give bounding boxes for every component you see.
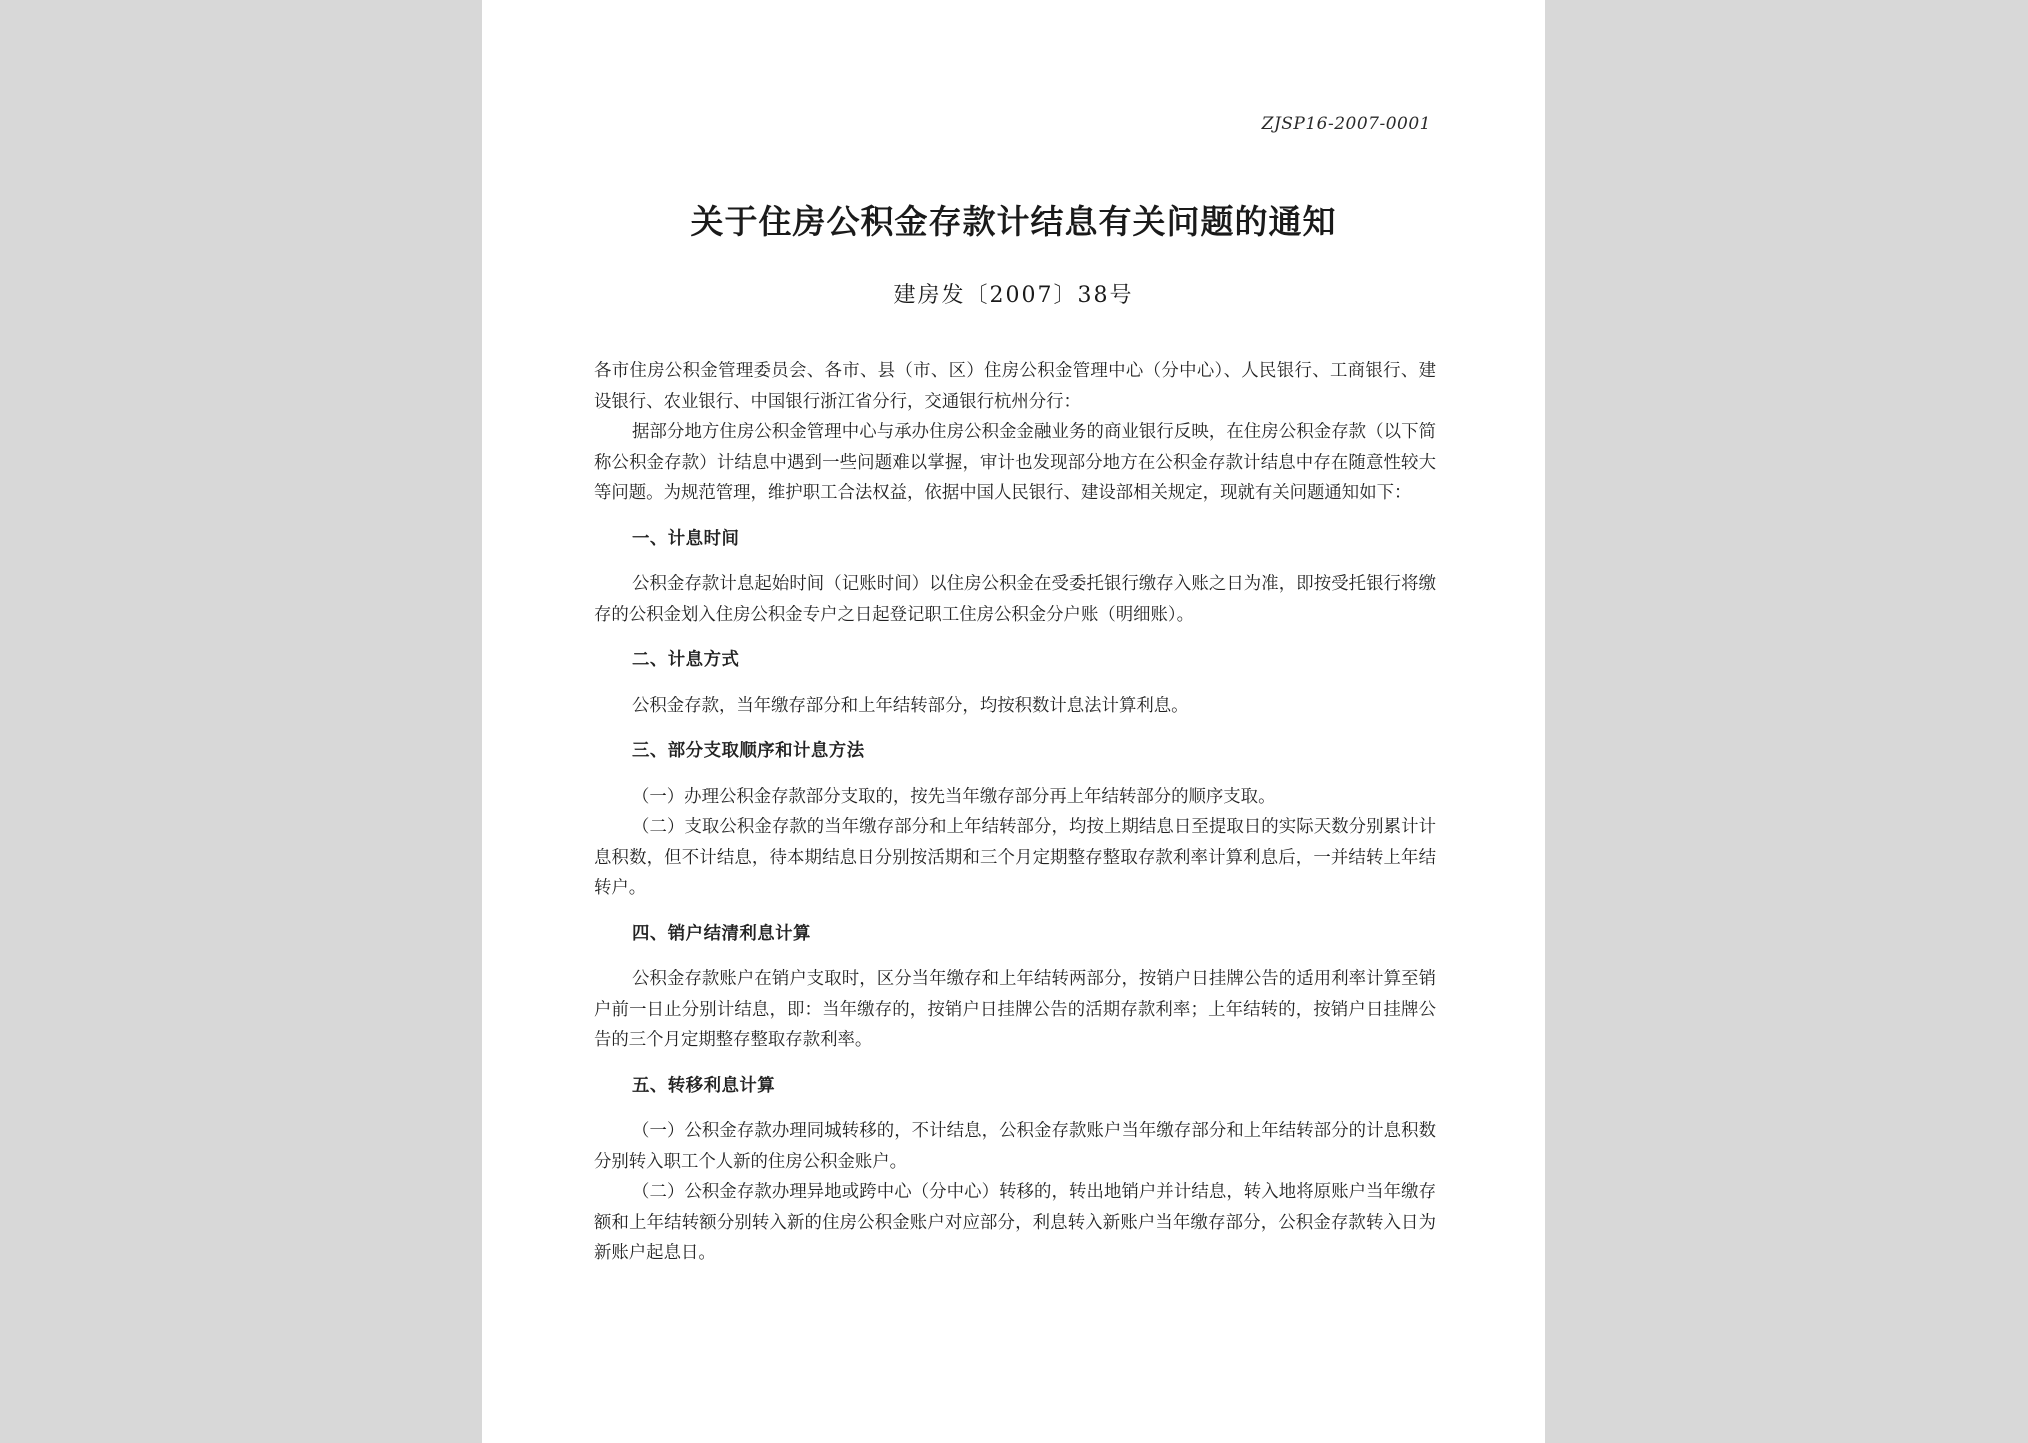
document-page xyxy=(482,0,1545,1443)
section-heading-1: 一、计息时间 xyxy=(632,528,740,549)
section-heading-2: 二、计息方式 xyxy=(632,650,740,670)
document-number: 建房发〔2007〕38号 xyxy=(893,283,1134,308)
intro-paragraph: 据部分地方住房公积金管理中心与承办住房公积金金融业务的商业银行反映，在住房公积金存款（以下简称公积金存款）计结息中遇到一些问题难以掌握，审计也发现部分地方在公积金存款计结息中存在随意性较大等问题。为规范管理，维护职工合法权益，依据中国人民银行、建设部相关规定，现就有关问题通知如下： xyxy=(594,422,1436,503)
document-body xyxy=(594,356,1436,1269)
section-4-paragraph-1: 公积金存款账户在销户支取时，区分当年缴存和上年结转两部分，按销户日挂牌公告的适用利率计算至销户前一日止分别计结息，即：当年缴存的，按销户日挂牌公告的活期存款利率；上年结转的，按销户日挂牌公告的三个月定期整存整取存款利率。 xyxy=(594,969,1436,1050)
document-title: 关于住房公积金存款计结息有关问题的通知 xyxy=(690,202,1337,241)
section-3-paragraph-1: （一）办理公积金存款部分支取的，按先当年缴存部分再上年结转部分的顺序支取。 xyxy=(632,786,1276,807)
section-2-paragraph-1: 公积金存款，当年缴存部分和上年结转部分，均按积数计息法计算利息。 xyxy=(632,695,1189,716)
section-5-paragraph-1: （一）公积金存款办理同城转移的，不计结息，公积金存款账户当年缴存部分和上年结转部分的计息积数分别转入职工个人新的住房公积金账户。 xyxy=(594,1121,1436,1172)
section-heading-4: 四、销户结清利息计算 xyxy=(632,923,811,944)
section-heading-5: 五、转移利息计算 xyxy=(632,1075,776,1096)
section-5-paragraph-2: （二）公积金存款办理异地或跨中心（分中心）转移的，转出地销户并计结息，转入地将原账户当年缴存额和上年结转额分别转入新的住房公积金账户对应部分，利息转入新账户当年缴存部分，公积金存款转入日为新账户起息日。 xyxy=(594,1182,1436,1263)
addressee-paragraph: 各市住房公积金管理委员会、各市、县（市、区）住房公积金管理中心（分中心）、人民银行、工商银行、建设银行、农业银行、中国银行浙江省分行，交通银行杭州分行： xyxy=(594,361,1436,412)
section-1-paragraph-1: 公积金存款计息起始时间（记账时间）以住房公积金在受委托银行缴存入账之日为准，即按受托银行将缴存的公积金划入住房公积金专户之日起登记职工住房公积金分户账（明细账）。 xyxy=(594,574,1436,625)
section-3-paragraph-2: （二）支取公积金存款的当年缴存部分和上年结转部分，均按上期结息日至提取日的实际天数分别累计计息积数，但不计结息，待本期结息日分别按活期和三个月定期整存整取存款利率计算利息后，一并结转上年结转户。 xyxy=(594,817,1436,898)
document-code: ZJSP16-2007-0001 xyxy=(1261,114,1431,134)
section-heading-3: 三、部分支取顺序和计息方法 xyxy=(632,741,865,761)
